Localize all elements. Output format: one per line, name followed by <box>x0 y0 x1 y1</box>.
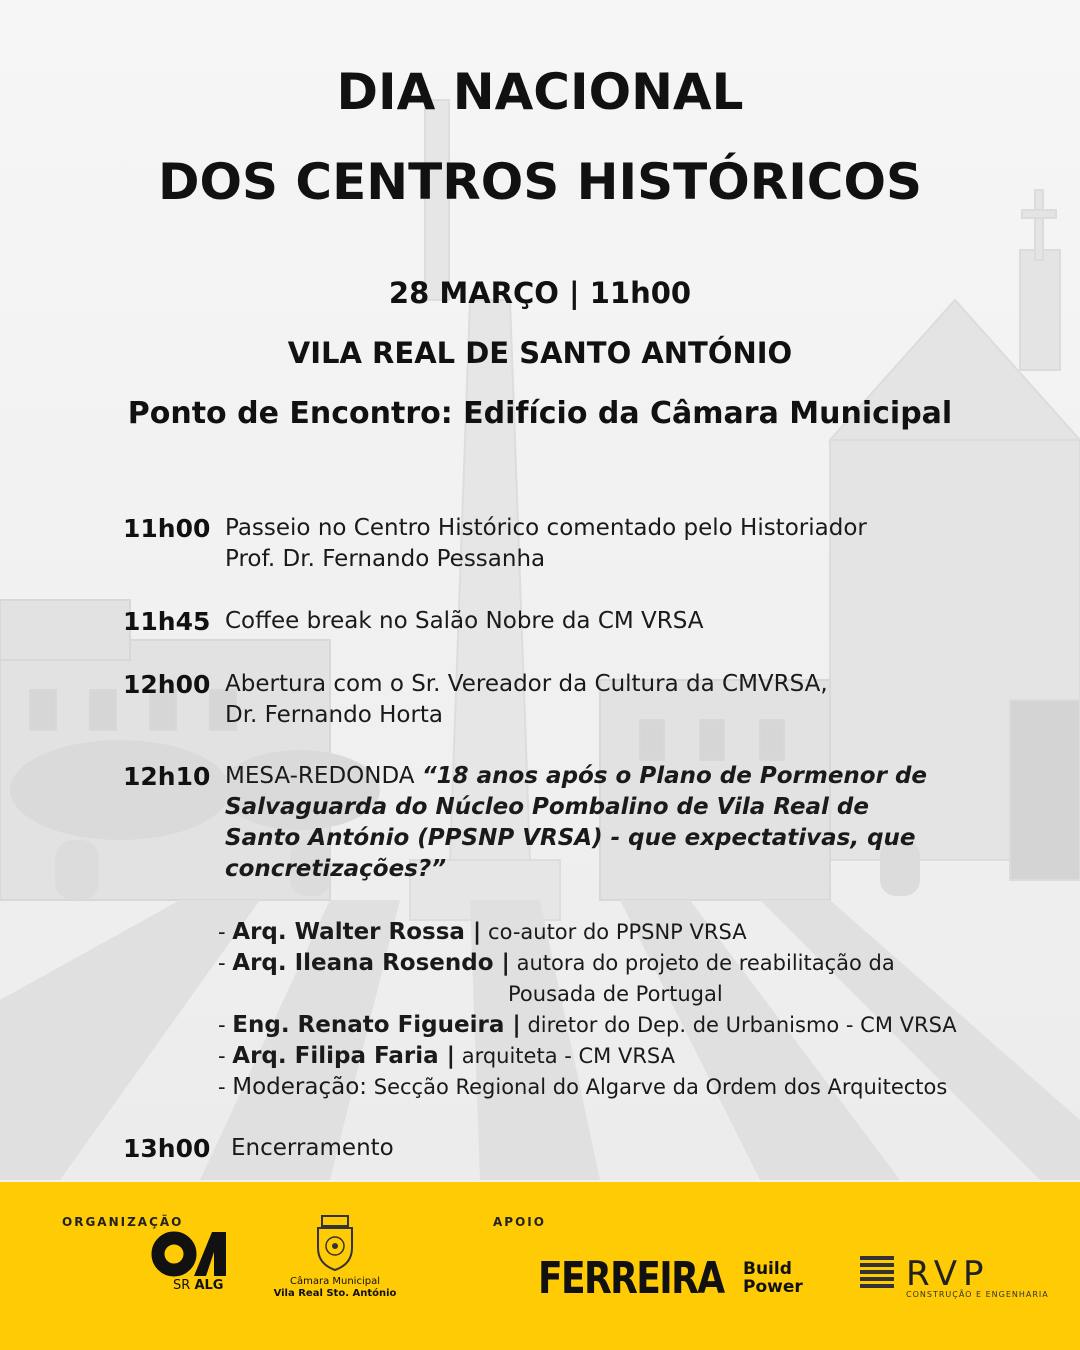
speaker-role: diretor do Dep. de Urbanismo - CM VRSA <box>527 1013 957 1037</box>
round-table-label: MESA-REDONDA <box>225 763 422 789</box>
program-time: 11h00 <box>123 514 211 543</box>
apoio-label: APOIO <box>493 1215 546 1229</box>
speaker-role: arquiteta - CM VRSA <box>461 1044 675 1068</box>
speaker-name: Arq. Filipa Faria | <box>232 1043 456 1069</box>
program-text <box>225 823 916 854</box>
page-title <box>0 47 1080 227</box>
program-text: Dr. Fernando Horta <box>225 702 444 728</box>
meeting-point: Ponto de Encontro: Edifício da Câmara Municipal <box>127 396 953 431</box>
rvp-text: RVP <box>906 1254 990 1294</box>
oa-logo-icon <box>150 1230 226 1282</box>
speaker-item: - Eng. Renato Figueira | diretor do Dep. de Urbanismo - CM VRSA <box>218 1012 957 1038</box>
rvp-subtitle: CONSTRUÇÃO E ENGENHARIA <box>906 1290 1049 1299</box>
build-text: Build <box>743 1259 792 1279</box>
speaker-name: Arq. Walter Rossa | <box>232 919 482 945</box>
cm-line-2: Vila Real Sto. António <box>273 1288 397 1299</box>
footer-bar <box>0 1182 1080 1350</box>
speaker-name: Arq. Ileana Rosendo | <box>232 950 510 976</box>
program-text <box>225 792 869 823</box>
program-time: 13h00 <box>123 1134 211 1163</box>
round-table-title: Santo António (PPSNP VRSA) - que expectativas, que <box>225 825 916 851</box>
program-text <box>225 854 446 885</box>
power-text: Power <box>743 1277 803 1297</box>
organizacao-label: ORGANIZAÇÃO <box>62 1215 184 1229</box>
round-table-title: “18 anos após o Plano de Pormenor de <box>421 763 928 789</box>
program-text: Coffee break no Salão Nobre da CM VRSA <box>225 608 704 634</box>
build-power-logo <box>743 1260 803 1296</box>
rvp-logo <box>860 1252 1049 1299</box>
sralg-alg: ALG <box>194 1278 224 1293</box>
program-text: Encerramento <box>231 1135 394 1161</box>
program-text: Prof. Dr. Fernando Pessanha <box>225 546 546 572</box>
title-line-1: DIA NACIONAL <box>336 63 744 121</box>
event-date: 28 MARÇO | 11h00 <box>388 276 692 310</box>
program-time: 12h10 <box>123 762 211 791</box>
event-place: VILA REAL DE SANTO ANTÓNIO <box>287 336 793 370</box>
speaker-role: co-autor do PPSNP VRSA <box>488 920 747 944</box>
sralg-sr: SR <box>173 1278 191 1293</box>
speaker-item: - Arq. Walter Rossa | co-autor do PPSNP VRSA <box>218 919 747 945</box>
speaker-item: - Arq. Filipa Faria | arquiteta - CM VRSA <box>218 1043 675 1069</box>
round-table-title: concretizações?” <box>225 856 447 882</box>
program-time: 12h00 <box>123 670 211 699</box>
speaker-item: - Arq. Ileana Rosendo | autora do projeto de reabilitação da <box>218 950 895 976</box>
title-line-2: DOS CENTROS HISTÓRICOS <box>157 153 923 211</box>
rvp-stripes-icon <box>860 1252 900 1292</box>
round-table-title: Salvaguarda do Núcleo Pombalino de Vila Real de <box>225 794 869 820</box>
speaker-role: autora do projeto de reabilitação da <box>516 951 895 975</box>
sralg-label <box>173 1278 223 1293</box>
program-time: 11h45 <box>123 607 211 636</box>
cm-line-1: Câmara Municipal <box>289 1276 380 1287</box>
speaker-role: Secção Regional do Algarve da Ordem dos Arquitectos <box>373 1075 948 1099</box>
program-text: Passeio no Centro Histórico comentado pelo Historiador <box>225 515 867 541</box>
coat-of-arms-icon <box>314 1214 356 1272</box>
program-text <box>225 761 927 792</box>
speaker-name: Moderação: <box>232 1074 368 1100</box>
speaker-role-cont: Pousada de Portugal <box>508 982 723 1006</box>
program-text: Abertura com o Sr. Vereador da Cultura da CMVRSA, <box>225 671 828 697</box>
speaker-name: Eng. Renato Figueira | <box>232 1012 521 1038</box>
speaker-item: - Moderação: Secção Regional do Algarve da Ordem dos Arquitectos <box>218 1074 948 1100</box>
ferreira-logo: FERREIRA <box>538 1253 724 1304</box>
camara-municipal-logo <box>272 1214 398 1300</box>
